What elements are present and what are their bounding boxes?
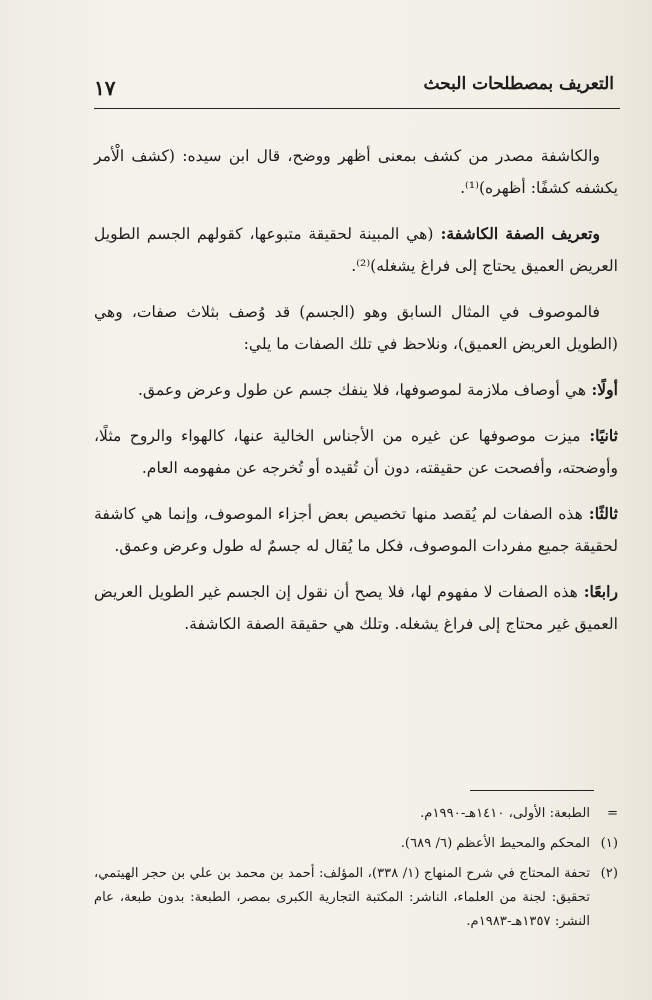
paragraph-text: هي أوصاف ملازمة لموصوفها، فلا ينفك جسم عن طول وعرض وعمق. <box>137 381 587 399</box>
footnote-1 <box>94 832 618 856</box>
footnote-2 <box>94 862 618 934</box>
page-number: ١٧ <box>94 76 116 100</box>
footnote-marker: (٢) <box>600 866 618 881</box>
page-header <box>94 70 620 109</box>
paragraph-first <box>94 374 618 406</box>
running-title: التعريف بمصطلحات البحث <box>423 74 614 94</box>
footnote-text: تحفة المحتاج في شرح المنهاج (١/ ٣٣٨)، المؤلف: أحمد بن محمد بن علي بن حجر الهيتمي، تحقيق: لجنة من العلماء، الناشر: المكتبة التجارية الكبرى بمصر، الطبعة: بدون طبعة، عام النشر: ١٣٥٧هـ-١٩٨٣م. <box>94 866 591 929</box>
paragraph-text: فالموصوف في المثال السابق وهو (الجسم) قد وُصف بثلاث صفات، وهي (الطويل العريض العميق)، ونلاحظ في تلك الصفات ما يلي: <box>94 303 618 353</box>
footnote-separator <box>470 790 594 791</box>
paragraph-lead: وتعريف الصفة الكاشفة: <box>433 224 600 243</box>
paragraph-fourth <box>94 576 618 640</box>
main-text <box>94 140 618 654</box>
paragraph-example <box>94 296 618 360</box>
footnote-marker: (١) <box>600 836 618 851</box>
footnote-continued <box>94 802 618 826</box>
footnote-marker: = <box>606 806 618 821</box>
paragraph-second <box>94 420 618 484</box>
paragraph-lead: رابعًا: <box>577 582 618 601</box>
paragraph-third <box>94 498 618 562</box>
paragraph-text: والكاشفة مصدر من كشف بمعنى أظهر ووضح، قال ابن سيده: (كشف الْأمر يكشفه كشفًا: أظهره)⁽¹⁾. <box>94 147 618 197</box>
paragraph-text: هذه الصفات لم يُقصد منها تخصيص بعض أجزاء الموصوف، وإنما هي كاشفة لحقيقة جميع مفردات الموصوف، فكل ما يُقال له جسمٌ له طول وعرض وعمق. <box>94 505 618 555</box>
paragraph-definition-kashifa <box>94 140 618 204</box>
footnote-text: الطبعة: الأولى، ١٤١٠هـ-١٩٩٠م. <box>420 806 590 821</box>
paragraph-lead: ثانيًا: <box>580 426 618 445</box>
paragraph-text: ميزت موصوفها عن غيره من الأجناس الخالية عنها، كالهواء والروح مثلًا، وأوضحته، وأفصحت عن حقيقته، دون أن تُقيده أو تُخرجه عن مفهومه العام. <box>94 427 618 477</box>
paragraph-lead: أولًا: <box>586 380 618 399</box>
paragraph-definition-sifa <box>94 218 618 282</box>
paragraph-text: (هي المبينة لحقيقة متبوعها، كقولهم الجسم الطويل العريض العميق يحتاج إلى فراغ يشغله)⁽²⁾. <box>94 225 618 275</box>
paragraph-text: هذه الصفات لا مفهوم لها، فلا يصح أن نقول إن الجسم غير الطويل العريض العميق غير محتاج إلى فراغ يشغله. وتلك هي حقيقة الصفة الكاشفة. <box>94 583 618 633</box>
footnotes <box>94 802 618 940</box>
paragraph-lead: ثالثًا: <box>582 504 618 523</box>
footnote-text: المحكم والمحيط الأعظم (٦/ ٦٨٩). <box>400 836 590 851</box>
